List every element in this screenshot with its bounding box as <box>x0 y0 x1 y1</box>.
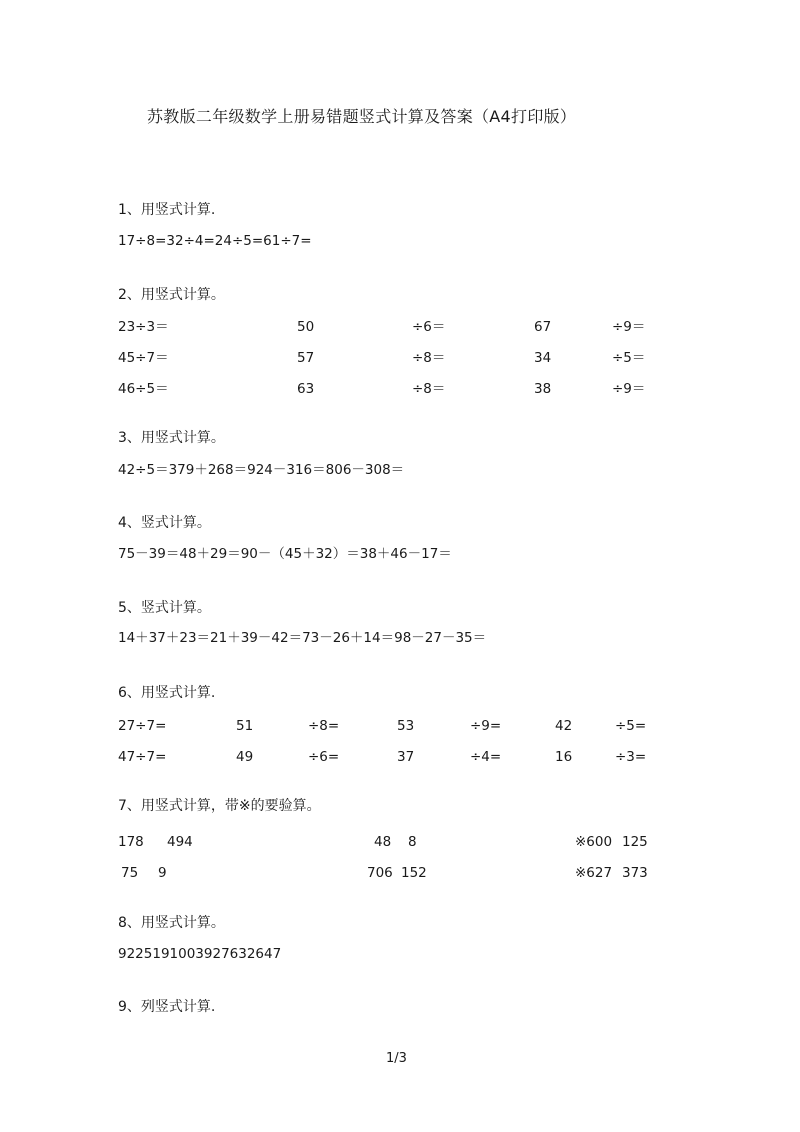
section-2-row-2-col-2: 57 <box>297 350 315 366</box>
section-7-heading: 7、用竖式计算，带※的要验算。 <box>118 798 321 814</box>
section-7-row-2-col-4: 152 <box>401 865 427 881</box>
section-5-heading: 5、竖式计算。 <box>118 600 211 616</box>
section-7-row-2-col-5: ※627 <box>575 865 613 881</box>
section-2-heading: 2、用竖式计算。 <box>118 287 225 303</box>
section-6-row-1-col-3: ÷8= <box>308 718 340 734</box>
section-8-expressions: 9225191003927632647 <box>118 946 282 962</box>
section-2-row-2-col-1: 45÷7＝ <box>118 350 169 366</box>
section-7-row-1-col-3: 48 <box>374 834 392 850</box>
section-8-heading: 8、用竖式计算。 <box>118 915 225 931</box>
section-6-row-2-col-2: 49 <box>236 749 254 765</box>
section-7-row-1-col-6: 125 <box>622 834 648 850</box>
section-6-row-1-col-4: 53 <box>397 718 415 734</box>
page-title: 苏教版二年级数学上册易错题竖式计算及答案（A4打印版） <box>147 107 577 126</box>
section-7-row-2-col-3: 706 <box>367 865 393 881</box>
section-4-expressions: 75－39＝48＋29＝90－（45＋32）＝38＋46－17＝ <box>118 546 452 562</box>
section-2-row-3-col-3: ÷8＝ <box>412 381 446 397</box>
section-3-heading: 3、用竖式计算。 <box>118 430 225 446</box>
section-6-row-2-col-1: 47÷7= <box>118 749 167 765</box>
section-6-row-2-col-7: ÷3= <box>615 749 647 765</box>
section-7-row-1-col-1: 178 <box>118 834 144 850</box>
section-5-expressions: 14＋37＋23＝21＋39－42＝73－26＋14＝98－27－35＝ <box>118 630 487 646</box>
section-2-row-1-col-2: 50 <box>297 319 315 335</box>
section-6-row-1-col-7: ÷5= <box>615 718 647 734</box>
page-number: 1/3 <box>386 1051 407 1066</box>
section-6-row-1-col-1: 27÷7= <box>118 718 167 734</box>
section-6-row-1-col-6: 42 <box>555 718 573 734</box>
section-2-row-1-col-1: 23÷3＝ <box>118 319 169 335</box>
section-6-row-2-col-5: ÷4= <box>470 749 502 765</box>
section-6-row-1-col-5: ÷9= <box>470 718 502 734</box>
section-7-row-1-col-4: 8 <box>408 834 417 850</box>
section-2-row-1-col-3: ÷6＝ <box>412 319 446 335</box>
section-6-row-1-col-2: 51 <box>236 718 254 734</box>
section-2-row-2-col-3: ÷8＝ <box>412 350 446 366</box>
section-2-row-3-col-4: 38 <box>534 381 552 397</box>
section-7-row-2-col-6: 373 <box>622 865 648 881</box>
section-4-heading: 4、竖式计算。 <box>118 515 211 531</box>
section-6-row-2-col-4: 37 <box>397 749 415 765</box>
section-6-row-2-col-3: ÷6= <box>308 749 340 765</box>
section-7-row-1-col-5: ※600 <box>575 834 613 850</box>
section-1-heading: 1、用竖式计算. <box>118 202 216 218</box>
section-7-row-2-col-1: 75 <box>121 865 139 881</box>
section-2-row-3-col-1: 46÷5＝ <box>118 381 169 397</box>
section-7-row-1-col-2: 494 <box>167 834 193 850</box>
section-6-heading: 6、用竖式计算. <box>118 685 216 701</box>
section-2-row-1-col-4: 67 <box>534 319 552 335</box>
section-2-row-3-col-2: 63 <box>297 381 315 397</box>
section-9-heading: 9、列竖式计算. <box>118 999 216 1015</box>
section-1-expressions: 17÷8=32÷4=24÷5=61÷7= <box>118 233 312 249</box>
section-2-row-1-col-5: ÷9＝ <box>612 319 646 335</box>
section-2-row-2-col-4: 34 <box>534 350 552 366</box>
section-2-row-2-col-5: ÷5＝ <box>612 350 646 366</box>
section-7-row-2-col-2: 9 <box>158 865 167 881</box>
section-3-expressions: 42÷5＝379＋268＝924－316＝806－308＝ <box>118 462 405 478</box>
section-6-row-2-col-6: 16 <box>555 749 573 765</box>
section-2-row-3-col-5: ÷9＝ <box>612 381 646 397</box>
